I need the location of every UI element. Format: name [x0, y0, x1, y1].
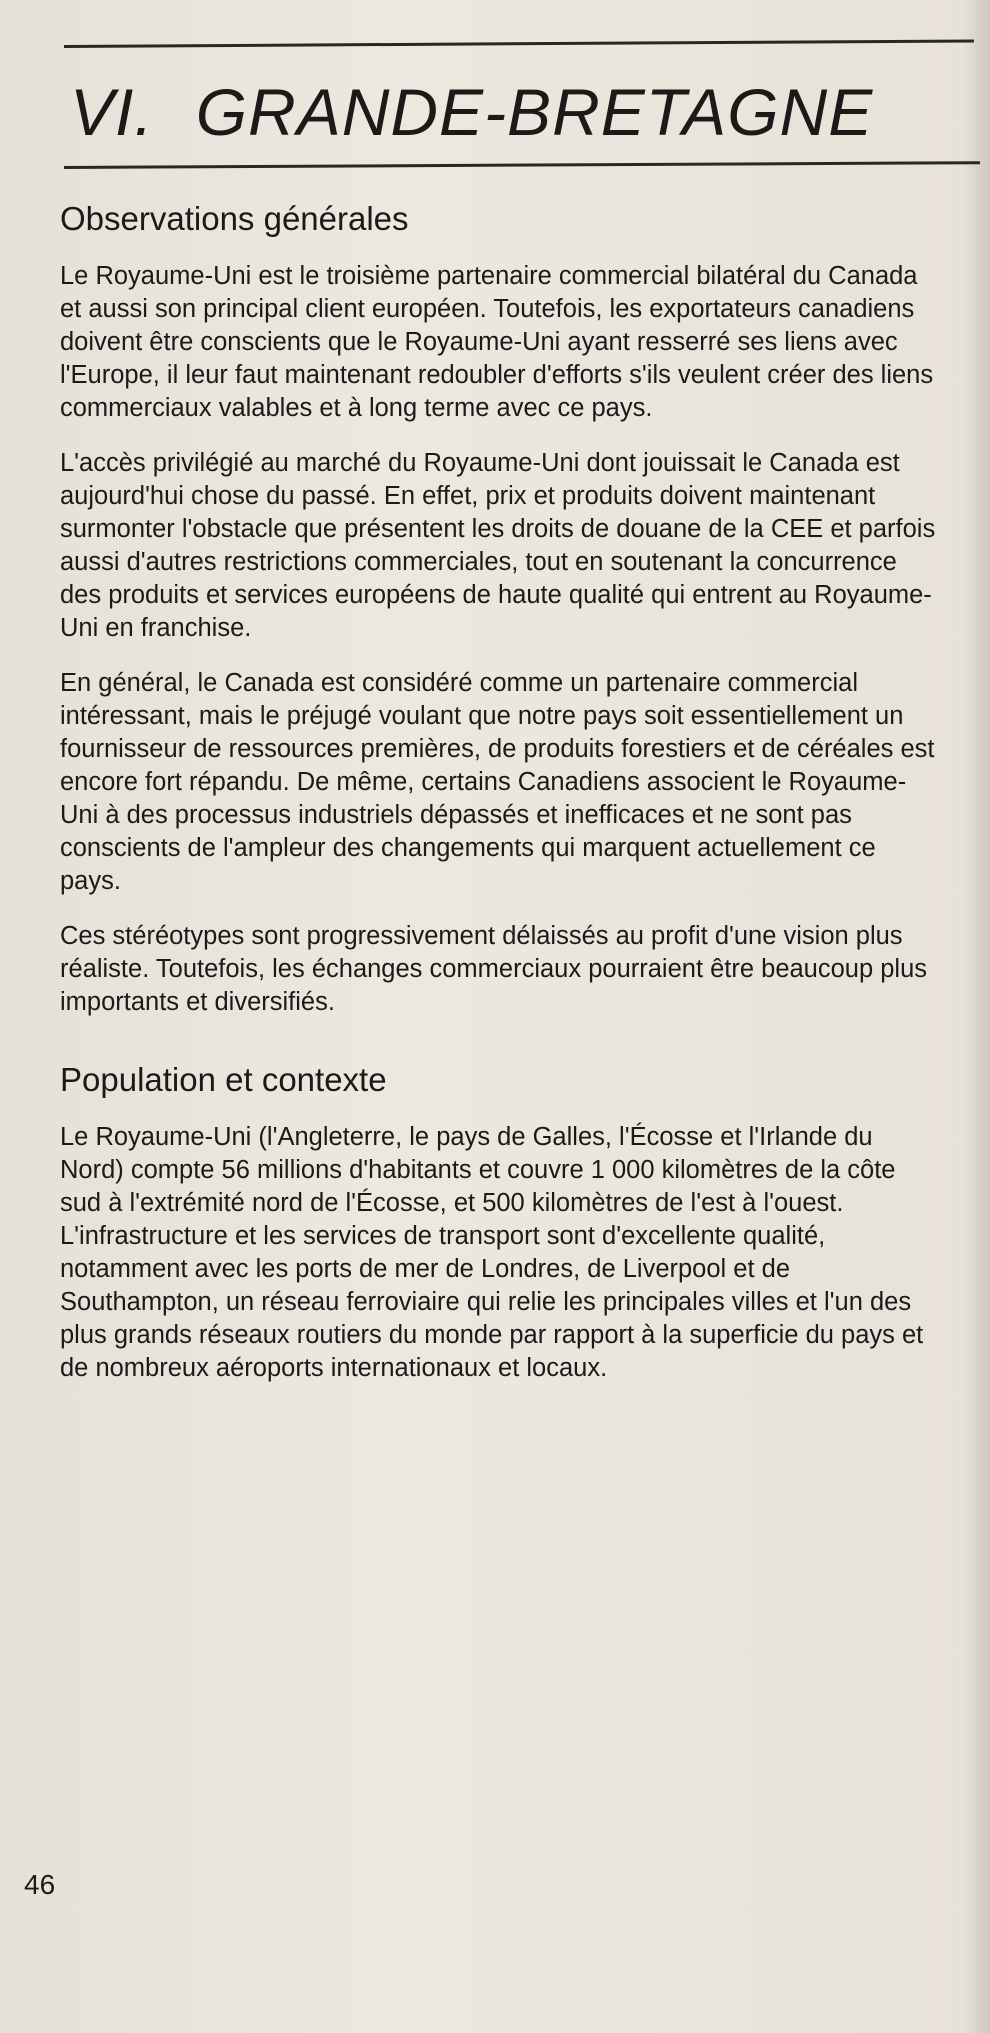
page-number: 46 [24, 1869, 56, 1900]
chapter-title-text: GRANDE-BRETAGNE [195, 75, 874, 149]
chapter-number: VI. [70, 75, 154, 149]
paragraph: Ces stéréotypes sont progressivement délaissés au profit d'une vision plus réaliste. Toutefois, les échanges commerciaux pourraient être beaucoup plus importants et diversifiés. [60, 922, 928, 1016]
section-heading: Observations générales [60, 200, 409, 237]
section-heading: Population et contexte [60, 1061, 387, 1098]
paragraph: En général, le Canada est considéré comme un partenaire commercial intéressant, mais le préjugé voulant que notre pays soit essentiellement un fournisseur de ressources premières, de produits forestiers et de céréales est encore fort répandu. De même, certains Canadiens associent le Royaume-Uni à des processus industriels dépassés et inefficaces et ne sont pas conscients de l'ampleur des changements qui marquent actuellement ce pays. [60, 669, 935, 895]
paragraph: L'accès privilégié au marché du Royaume-Uni dont jouissait le Canada est aujourd'hui chose du passé. En effet, prix et produits doivent maintenant surmonter l'obstacle que présentent les droits de douane de la CEE et parfois aussi d'autres restrictions commerciales, tout en soutenant la concurrence des produits et services européens de haute qualité qui entrent au Royaume-Uni en franchise. [60, 449, 936, 642]
paragraph: Le Royaume-Uni est le troisième partenaire commercial bilatéral du Canada et aussi son principal client européen. Toutefois, les exportateurs canadiens doivent être conscients que le Royaume-Uni ayant resserré ses liens avec l'Europe, il leur faut maintenant redoubler d'efforts s'ils veulent créer des liens commerciaux valables et à long terme avec ce pays. [60, 262, 934, 422]
chapter-title [70, 72, 970, 152]
title-rule-bottom [64, 161, 980, 169]
title-rule-top [64, 39, 974, 48]
section-observations [60, 198, 940, 1019]
section-population [60, 1059, 940, 1385]
page-content [60, 198, 940, 1407]
paragraph: Le Royaume-Uni (l'Angleterre, le pays de Galles, l'Écosse et l'Irlande du Nord) compte 56 millions d'habitants et couvre 1 000 kilomètres de la côte sud à l'extrémité nord de l'Écosse, et 500 kilomètres de l'est à l'ouest. L'infrastructure et les services de transport sont d'excellente qualité, notamment avec les ports de mer de Londres, de Liverpool et de Southampton, un réseau ferroviaire qui relie les principales villes et l'un des plus grands réseaux routiers du monde par rapport à la superficie du pays et de nombreux aéroports internationaux et locaux. [60, 1123, 924, 1382]
page-edge-shadow [962, 0, 990, 2033]
